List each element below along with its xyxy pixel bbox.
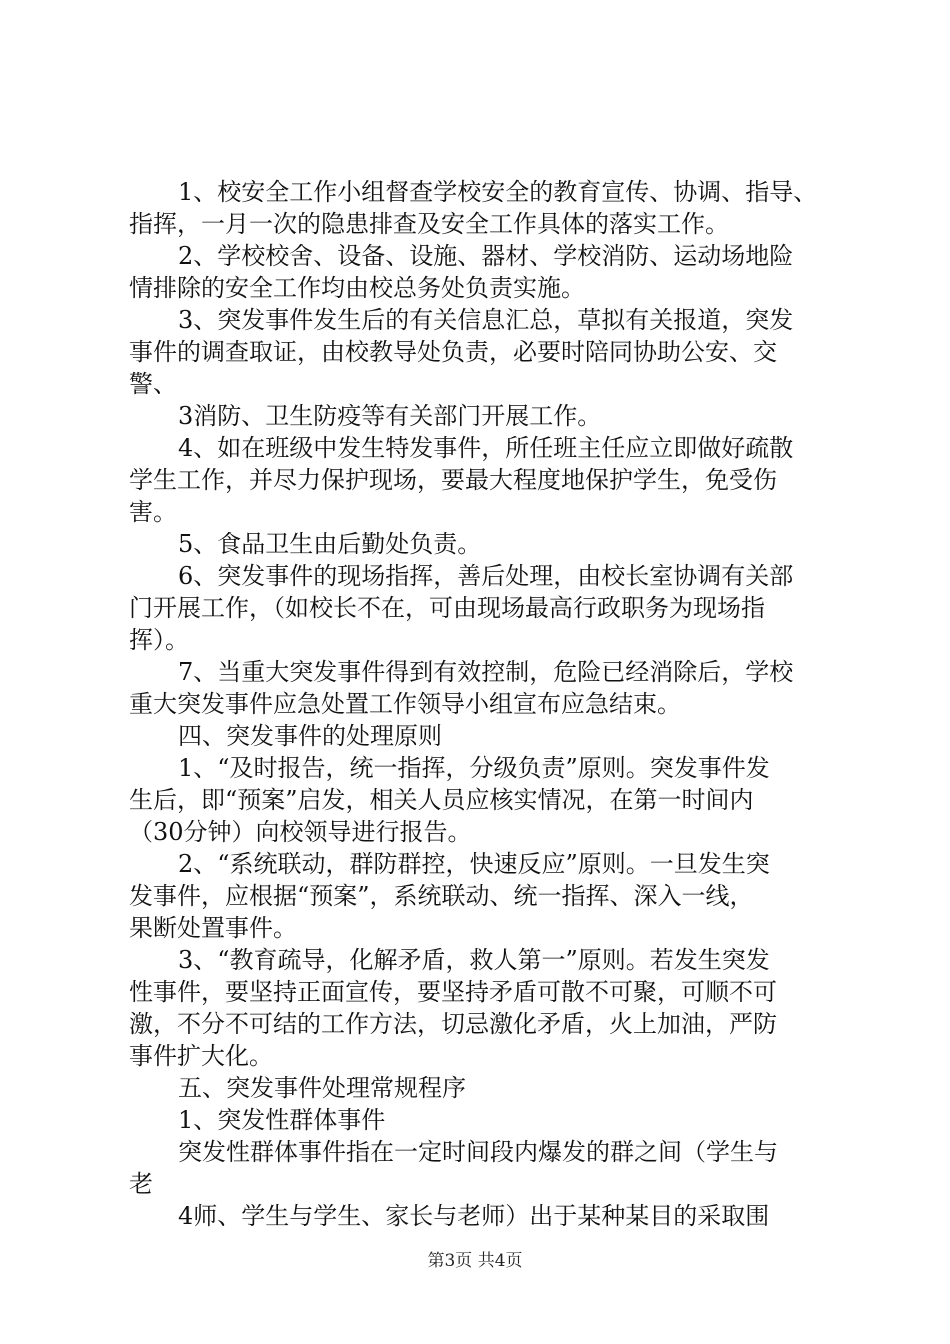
text-line: 突发性群体事件指在一定时间段内爆发的群之间（学生与: [178, 1138, 778, 1166]
text-line: 事件扩大化。: [129, 1042, 273, 1070]
section-heading: 五、突发事件处理常规程序: [178, 1074, 466, 1102]
text-line: 1、“及时报告，统一指挥，分级负责”原则。突发事件发: [178, 754, 770, 782]
text-line: 学生工作，并尽力保护现场，要最大程度地保护学生，免受伤: [129, 466, 777, 494]
text-line: （30分钟）向校领导进行报告。: [129, 818, 472, 846]
text-line: 4师、学生与学生、家长与老师）出于某种某目的采取围: [178, 1202, 770, 1230]
text-line: 重大突发事件应急处置工作领导小组宣布应急结束。: [129, 690, 681, 718]
text-line: 害。: [129, 498, 177, 526]
text-line: 1、校安全工作小组督查学校安全的教育宣传、协调、指导、: [178, 178, 818, 206]
text-line: 指挥，一月一次的隐患排查及安全工作具体的落实工作。: [129, 210, 729, 238]
text-line: 老: [129, 1170, 153, 1198]
text-line: 3、突发事件发生后的有关信息汇总，草拟有关报道，突发: [178, 306, 794, 334]
text-line: 情排除的安全工作均由校总务处负责实施。: [129, 274, 585, 302]
text-line: 发事件，应根据“预案”，系统联动、统一指挥、深入一线，: [129, 882, 754, 910]
text-line: 性事件，要坚持正面宣传，要坚持矛盾可散不可聚，可顺不可: [129, 978, 777, 1006]
text-line: 7、当重大突发事件得到有效控制，危险已经消除后，学校: [178, 658, 794, 686]
text-line: 事件的调查取证，由校教导处负责，必要时陪同协助公安、交: [129, 338, 777, 366]
text-line: 3消防、卫生防疫等有关部门开展工作。: [178, 402, 602, 430]
text-line: 果断处置事件。: [129, 914, 297, 942]
text-line: 激，不分不可结的工作方法，切忌激化矛盾，火上加油，严防: [129, 1010, 777, 1038]
text-line: 挥）。: [129, 626, 189, 654]
text-line: 警、: [129, 370, 177, 398]
text-line: 生后，即“预案”启发，相关人员应核实情况，在第一时间内: [129, 786, 754, 814]
text-line: 2、学校校舍、设备、设施、器材、学校消防、运动场地险: [178, 242, 794, 270]
text-line: 4、如在班级中发生特发事件，所任班主任应立即做好疏散: [178, 434, 794, 462]
text-line: 6、突发事件的现场指挥，善后处理，由校长室协调有关部: [178, 562, 794, 590]
text-line: 门开展工作，（如校长不在，可由现场最高行政职务为现场指: [129, 594, 765, 622]
text-line: 5、食品卫生由后勤处负责。: [178, 530, 482, 558]
text-line: 1、突发性群体事件: [178, 1106, 386, 1134]
text-line: 3、“教育疏导，化解矛盾，救人第一”原则。若发生突发: [178, 946, 770, 974]
section-heading: 四、突发事件的处理原则: [178, 722, 442, 750]
page-footer: 第3页 共4页: [427, 1251, 523, 1271]
text-line: 2、“系统联动，群防群控，快速反应”原则。一旦发生突: [178, 850, 770, 878]
